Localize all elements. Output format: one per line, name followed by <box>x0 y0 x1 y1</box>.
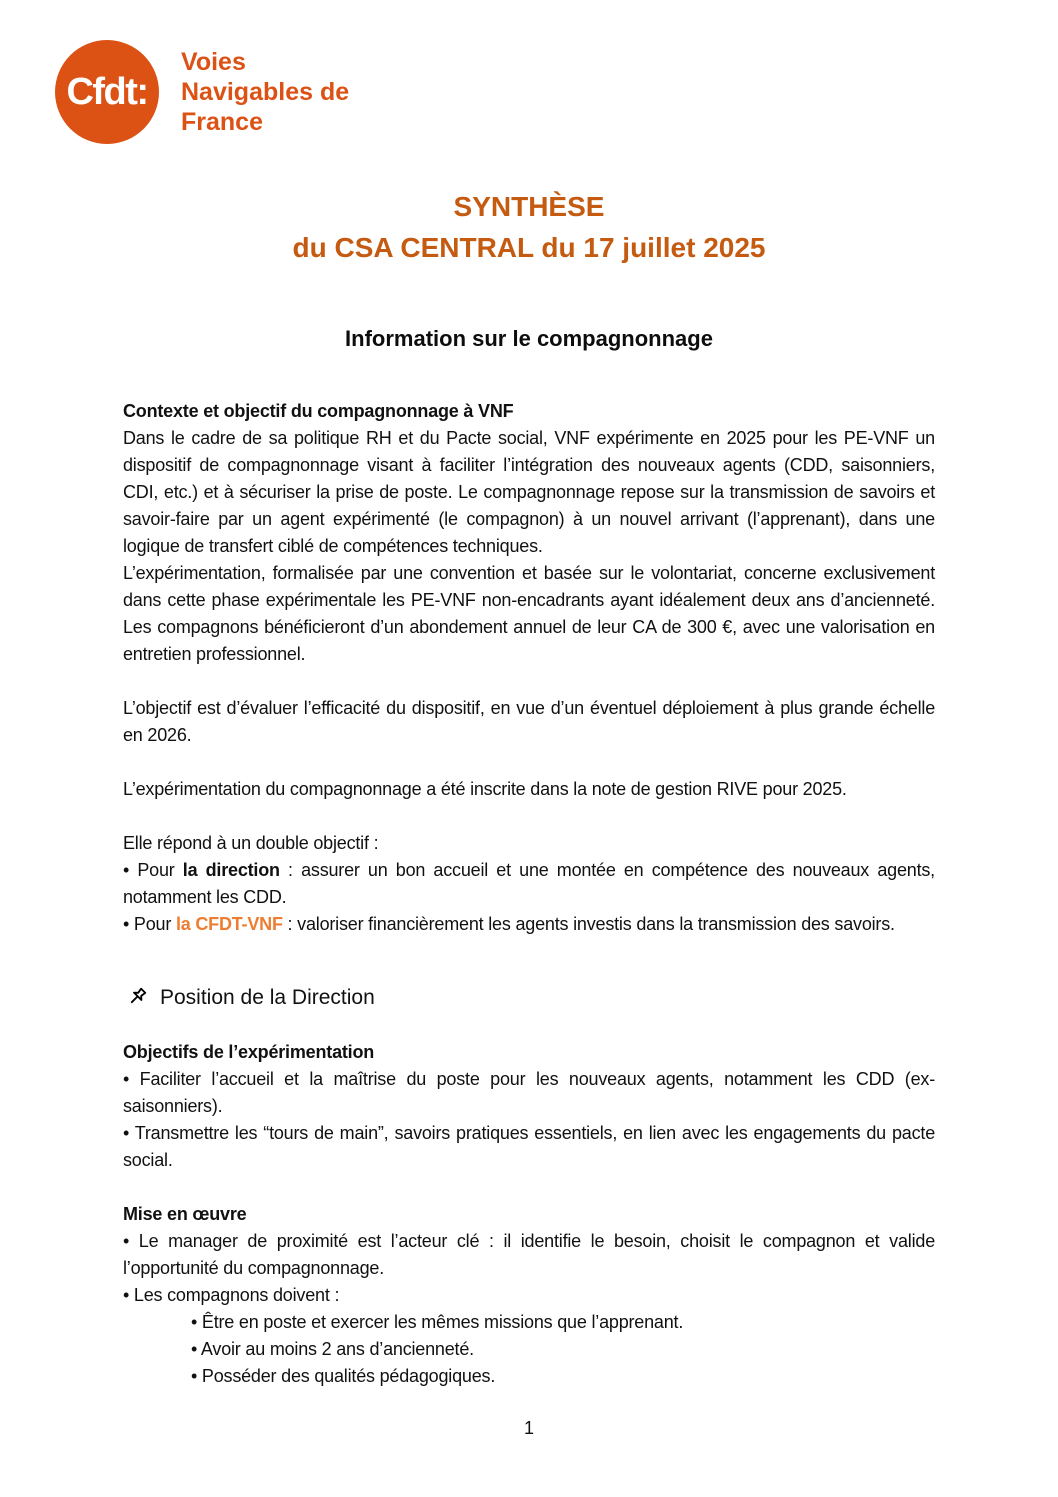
text-run: • Posséder des qualités pédagogiques. <box>191 1366 496 1386</box>
text-run: • Pour <box>123 860 183 880</box>
doc-para <box>123 1120 935 1174</box>
text-run: L’objectif est d’évaluer l’efficacité du dispositif, en vue d’un éventuel déploiement à plus grande échelle en 2026. <box>123 698 935 745</box>
text-run: : assurer un bon accueil et une montée en compétence des nouveaux agents, notamment les CDD. <box>123 860 935 907</box>
text-run: L’expérimentation du compagnonnage a été inscrite dans la note de gestion RIVE pour 2025. <box>123 779 847 799</box>
doc-heading <box>123 1201 935 1228</box>
text-run: • Transmettre les “tours de main”, savoirs pratiques essentiels, en lien avec les engagements du pacte social. <box>123 1123 935 1170</box>
cfdt-vnf-logo <box>55 40 935 144</box>
doc-para <box>123 425 935 560</box>
document-body <box>123 398 935 1390</box>
document-title-line2: du CSA CENTRAL du 17 juillet 2025 <box>292 232 766 263</box>
doc-para <box>123 857 935 911</box>
text-run: la direction <box>182 860 280 880</box>
text-run: Position de la Direction <box>160 986 375 1009</box>
document-subtitle: Information sur le compagnonnage <box>345 326 713 351</box>
doc-para <box>123 911 935 938</box>
text-run: • Le manager de proximité est l’acteur clé : il identifie le besoin, choisit le compagnon et valide l’opportunité du compagnonnage. <box>123 1231 935 1278</box>
cfdt-logo-text: Cfdt: <box>66 70 148 113</box>
paragraph-spacer <box>123 803 935 830</box>
org-name-line: Voies <box>181 48 246 76</box>
pushpin-icon <box>123 985 149 1011</box>
text-run: Mise en œuvre <box>123 1204 247 1224</box>
text-run: • Faciliter l’accueil et la maîtrise du poste pour les nouveaux agents, notamment les CDD (ex-saisonniers). <box>123 1069 935 1116</box>
paragraph-spacer <box>123 668 935 695</box>
doc-heading <box>123 398 935 425</box>
doc-para <box>123 695 935 749</box>
text-run: • Être en poste et exercer les mêmes missions que l’apprenant. <box>191 1312 684 1332</box>
text-run: • Pour <box>123 914 176 934</box>
org-name-line: France <box>181 108 263 136</box>
document-title-line1: SYNTHÈSE <box>453 191 605 222</box>
text-run: Elle répond à un double objectif : <box>123 833 379 853</box>
doc-para <box>123 776 935 803</box>
doc-heading <box>123 1039 935 1066</box>
doc-para <box>123 1066 935 1120</box>
paragraph-spacer <box>123 1174 935 1201</box>
text-run: Contexte et objectif du compagnonnage à VNF <box>123 401 514 421</box>
text-run: la CFDT-VNF <box>175 914 283 934</box>
doc-subbullet <box>123 1336 935 1363</box>
cfdt-logo-circle <box>55 40 159 144</box>
text-run: Dans le cadre de sa politique RH et du Pacte social, VNF expérimente en 2025 pour les PE-VNF un dispositif de compagnonnage visant à faciliter l’intégration des nouveaux agents (CDD, saisonniers, CDI, etc.) et à sécuriser la prise de poste. Le compagnonnage repose sur la transmission de savoirs et savoir-faire par un agent expérimenté (le compagnon) à un nouvel arrivant (l’apprenant), dans une logique de transfert ciblé de compétences techniques. <box>123 428 935 556</box>
text-run: L’expérimentation, formalisée par une convention et basée sur le volontariat, concerne exclusivement dans cette phase expérimentale les PE-VNF non-encadrants ayant idéalement deux ans d’ancienneté. Les compagnons bénéficieront d’un abondement annuel de leur CA de 300 €, avec une valorisation en entretien professionnel. <box>123 563 935 664</box>
doc-para <box>123 1228 935 1282</box>
document-title <box>123 186 935 268</box>
doc-para <box>123 560 935 668</box>
org-name <box>181 47 349 137</box>
doc-para <box>123 1282 935 1309</box>
page-number: 1 <box>523 1418 534 1438</box>
doc-subbullet <box>123 1363 935 1390</box>
doc-para <box>123 830 935 857</box>
text-run: Objectifs de l’expérimentation <box>123 1042 375 1062</box>
text-run: • Avoir au moins 2 ans d’ancienneté. <box>191 1339 474 1359</box>
text-run: : valoriser financièrement les agents investis dans la transmission des savoirs. <box>282 914 895 934</box>
paragraph-spacer <box>123 749 935 776</box>
text-run: • Les compagnons doivent : <box>123 1285 340 1305</box>
doc-icon-heading <box>123 984 935 1011</box>
doc-subbullet <box>123 1309 935 1336</box>
org-name-line: Navigables de <box>181 78 350 106</box>
